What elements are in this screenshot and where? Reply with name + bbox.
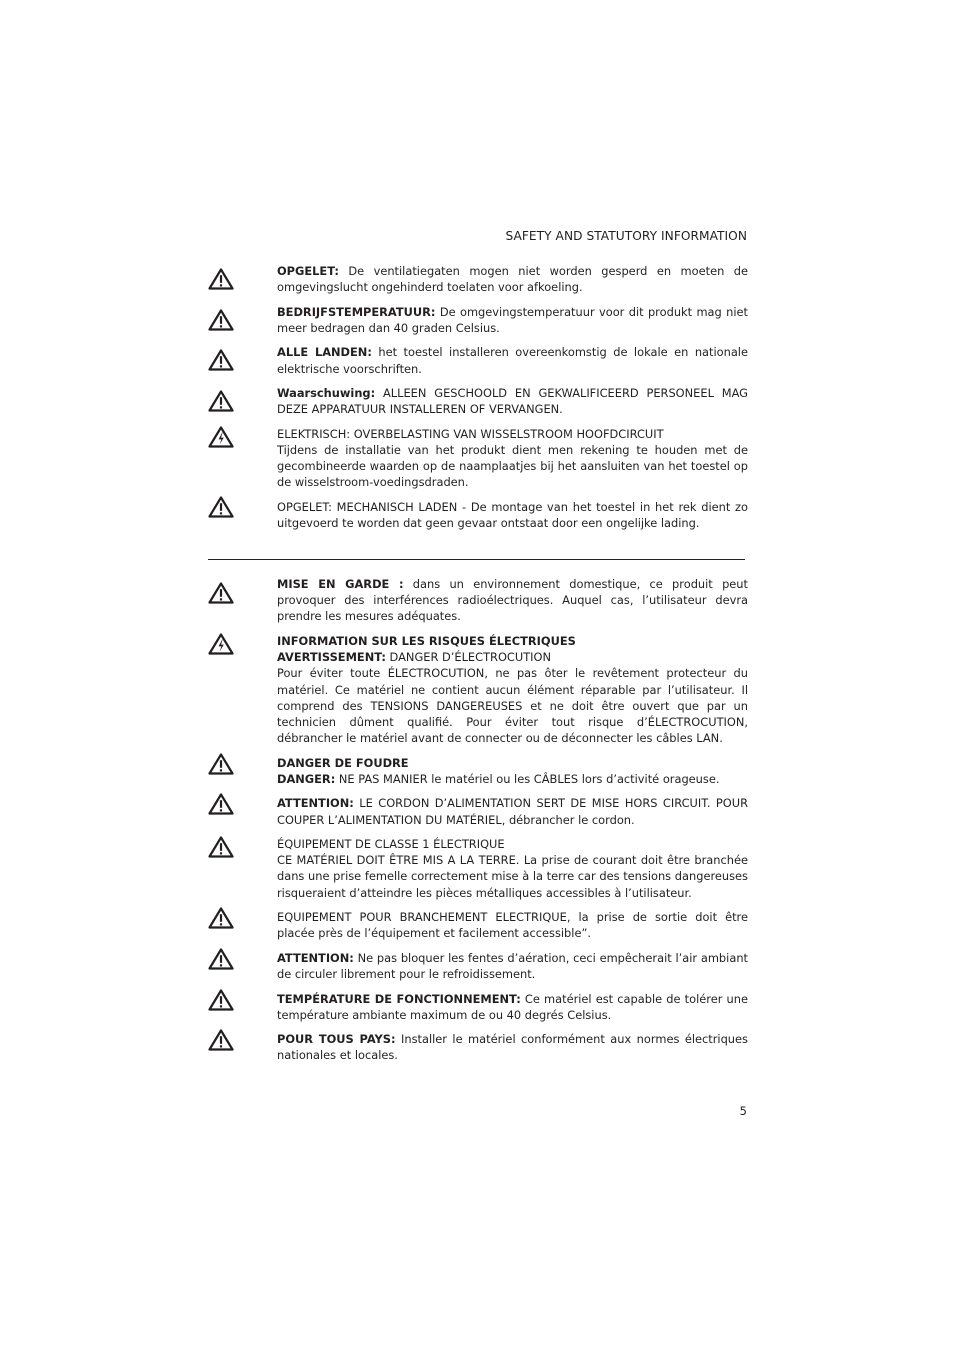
warning-body: Installer le matériel conformément aux normes électriques nationales et locales.	[277, 1032, 748, 1063]
list-item	[208, 263, 748, 295]
warning-triangle-icon	[208, 989, 234, 1011]
warning-label: MISE EN GARDE :	[277, 577, 404, 591]
warning-heading: DANGER DE FOUDRE	[277, 755, 409, 770]
warning-triangle-icon	[208, 753, 234, 775]
warning-subheading: DANGER D’ÉLECTROCUTION	[385, 650, 552, 665]
warning-body: Ne pas bloquer les fentes d’aération, ceci empêcherait l’air ambiant de circuler librement pour le refroidissement.	[277, 950, 748, 982]
electrical-hazard-icon	[208, 426, 234, 448]
warning-text	[277, 304, 748, 336]
list-item	[208, 795, 748, 827]
warning-heading: ELEKTRISCH: OVERBELASTING VAN WISSELSTROOM HOOFDCIRCUIT	[277, 426, 664, 441]
warning-text	[277, 426, 748, 491]
warning-triangle-icon	[208, 349, 234, 371]
warning-triangle-icon	[208, 948, 234, 970]
warning-label: AVERTISSEMENT:	[277, 650, 386, 665]
warning-triangle-icon	[208, 309, 234, 331]
warning-label: OPGELET:	[277, 264, 339, 278]
french-safety-section	[208, 576, 748, 1072]
list-item	[208, 385, 748, 417]
warning-body: CE MATÉRIEL DOIT ÊTRE MIS A LA TERRE. La prise de courant doit être branchée dans une prise femelle correctement mise à la terre car des tensions dangereuses risqueraient d’atteindre les pièces métalliques accessibles à l’utilisateur.	[277, 853, 748, 900]
warning-heading: ÉQUIPEMENT DE CLASSE 1 ÉLECTRIQUE	[277, 837, 505, 852]
warning-body: Ce matériel est capable de tolérer une température ambiante maximum de ou 40 degrés Celsius.	[277, 991, 749, 1022]
warning-label: Waarschuwing:	[277, 386, 376, 401]
warning-triangle-icon	[208, 268, 234, 290]
warning-body: OPGELET: MECHANISCH LADEN - De montage van het toestel in het rek dient zo uitgevoerd te worden dat geen gevaar ontstaat door een ongelijke lading.	[277, 499, 748, 531]
warning-body: het toestel installeren overeenkomstig de lokale en nationale elektrische voorschriften.	[277, 345, 748, 376]
electrical-hazard-icon	[208, 633, 234, 655]
warning-label: ATTENTION:	[277, 796, 354, 811]
warning-triangle-icon	[208, 793, 234, 815]
warning-label: DANGER:	[277, 771, 336, 786]
warning-text	[277, 576, 748, 625]
warning-text	[277, 950, 748, 982]
warning-label: ATTENTION:	[277, 950, 354, 965]
warning-text	[277, 633, 748, 746]
warning-text	[277, 909, 748, 941]
list-item	[208, 304, 748, 336]
warning-triangle-icon	[208, 836, 234, 858]
list-item	[208, 909, 748, 941]
warning-text	[277, 263, 748, 295]
warning-triangle-icon	[208, 907, 234, 929]
warning-label: ALLE LANDEN:	[277, 345, 372, 360]
list-item	[208, 836, 748, 901]
warning-body: Tijdens de installatie van het produkt dient men rekening te houden met de gecombineerde waarden op de naamplaatjes bij het aansluiten van het toestel op de wisselstroom-voedingsdraden.	[277, 443, 748, 490]
warning-text	[277, 1031, 748, 1063]
warning-text	[277, 344, 748, 376]
warning-triangle-icon	[208, 582, 234, 604]
warning-text	[277, 499, 748, 531]
warning-label: BEDRIJFSTEMPERATUUR:	[277, 304, 436, 319]
list-item	[208, 576, 748, 625]
list-item	[208, 633, 748, 746]
warning-heading: INFORMATION SUR LES RISQUES ÉLECTRIQUES	[277, 633, 576, 648]
warning-triangle-icon	[208, 1029, 234, 1051]
warning-text	[277, 836, 748, 901]
section-divider	[208, 559, 745, 560]
warning-body: Pour éviter toute ÉLECTROCUTION, ne pas ôter le revêtement protecteur du matériel. Ce matériel ne contient aucun élément réparable par l’utilisateur. Il comprend des TENSIONS DANGEREUSES et ne doit être ouvert que par un technicien dûment qualifié. Pour éviter tout risque d’ÉLECTROCUTION, débrancher le matériel avant de connecter ou de déconnecter les câbles LAN.	[277, 666, 748, 746]
warning-body: EQUIPEMENT POUR BRANCHEMENT ELECTRIQUE, la prise de sortie doit être placée près de l’équipement et facilement accessible”.	[277, 910, 748, 941]
page-number: 5	[739, 1104, 747, 1118]
warning-label: TEMPÉRATURE DE FONCTIONNEMENT:	[277, 991, 521, 1006]
list-item	[208, 1031, 748, 1063]
warning-label: POUR TOUS PAYS:	[277, 1032, 396, 1047]
dutch-safety-section	[208, 263, 748, 540]
warning-body: De omgevingstemperatuur voor dit produkt mag niet meer bedragen dan 40 graden Celsius.	[277, 304, 748, 335]
warning-text	[277, 385, 748, 417]
list-item	[208, 991, 748, 1023]
list-item	[208, 499, 748, 531]
warning-body: De ventilatiegaten mogen niet worden gesperd en moeten de omgevingslucht ongehinderd toelaten voor afkoeling.	[277, 264, 748, 295]
warning-body: dans un environnement domestique, ce produit peut provoquer des interférences radioélectriques. Auquel cas, l’utilisateur devra prendre les mesures adéquates.	[277, 577, 748, 624]
warning-triangle-icon	[208, 496, 234, 518]
warning-body: NE PAS MANIER le matériel ou les CÂBLES lors d’activité orageuse.	[335, 771, 720, 786]
warning-body: LE CORDON D’ALIMENTATION SERT DE MISE HORS CIRCUIT. POUR COUPER L’ALIMENTATION DU MATÉRIEL, débrancher le cordon.	[277, 796, 748, 827]
list-item	[208, 950, 748, 982]
warning-text	[277, 795, 748, 827]
page-header-title: SAFETY AND STATUTORY INFORMATION	[505, 229, 747, 243]
list-item	[208, 755, 748, 787]
list-item	[208, 344, 748, 376]
warning-text	[277, 991, 748, 1023]
list-item	[208, 426, 748, 491]
warning-text	[277, 755, 748, 787]
warning-triangle-icon	[208, 390, 234, 412]
warning-body: ALLEEN GESCHOOLD EN GEKWALIFICEERD PERSONEEL MAG DEZE APPARATUUR INSTALLEREN OF VERVANGEN.	[277, 386, 748, 417]
